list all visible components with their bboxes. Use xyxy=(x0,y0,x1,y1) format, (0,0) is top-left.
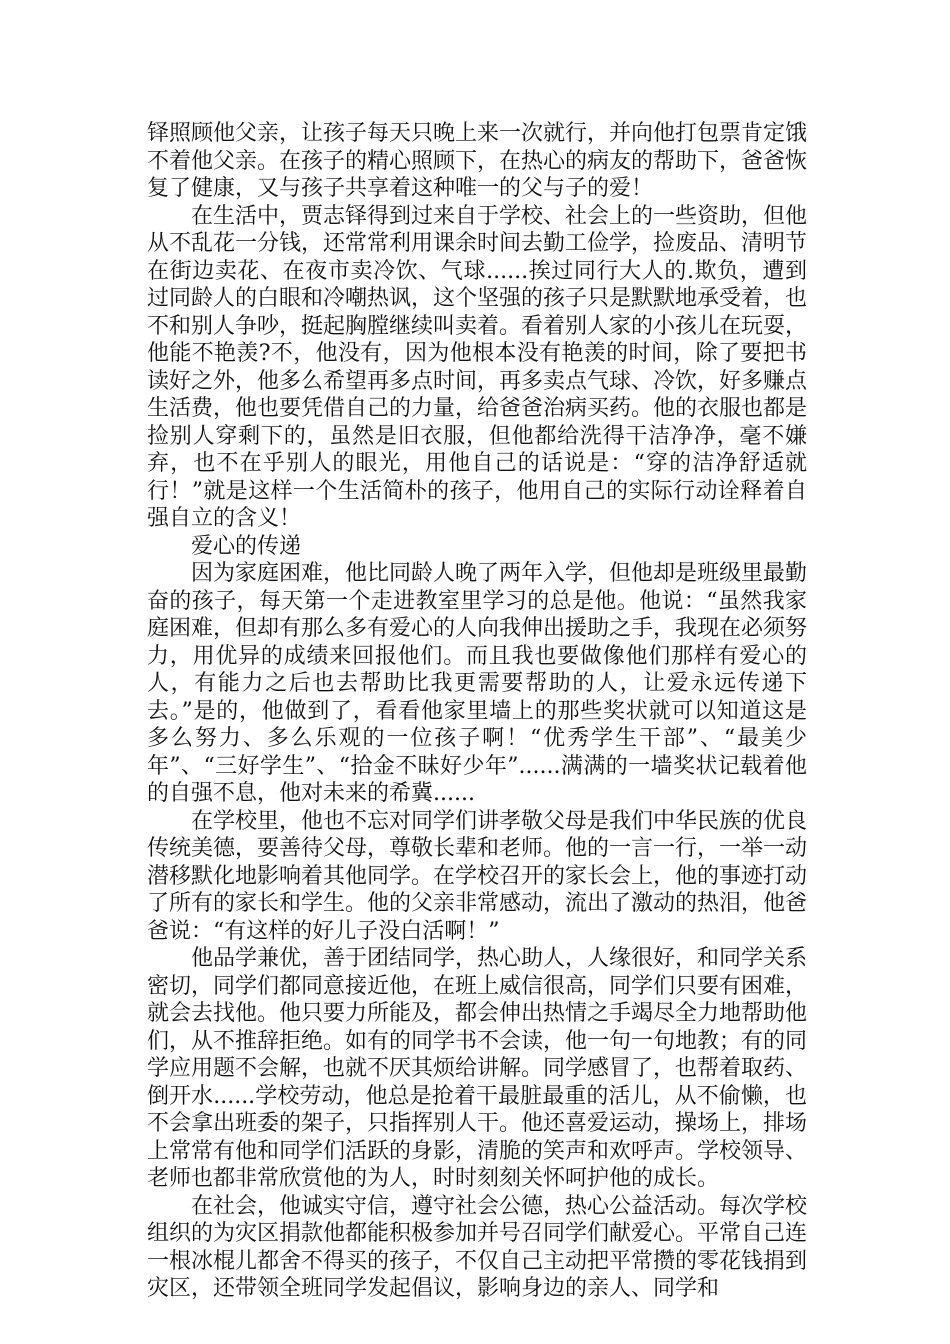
paragraph-2: 在生活中，贾志铎得到过来自于学校、社会上的一些资助，但他从不乱花一分钱，还常常利用课余时间去勤工俭学，捡废品、清明节在街边卖花、在夜市卖冷饮、气球......挨过同行大人的.欺负，遭到过同龄人的白眼和冷嘲热讽，这个坚强的孩子只是默默地承受着，也不和别人争吵，挺起胸膛继续叫卖着。看着别人家的小孩儿在玩耍，他能不艳羡?不，他没有，因为他根本没有艳羡的时间，除了要把书读好之外，他多么希望再多点时间，再多卖点气球、冷饮，好多赚点生活费，他也要凭借自己的力量，给爸爸治病买药。他的衣服也都是捡别人穿剩下的，虽然是旧衣服，但他都给洗得干洁净净，毫不嫌弃，也不在乎别人的眼光，用他自己的话说是：“穿的洁净舒适就行！”就是这样一个生活简朴的孩子，他用自己的实际行动诠释着自强自立的含义！ xyxy=(147,203,808,531)
section-heading: 爱心的传递 xyxy=(191,533,302,559)
paragraph-5: 他品学兼优，善于团结同学，热心助人，人缘很好，和同学关系密切，同学们都同意接近他，在班上威信很高，同学们只要有困难，就会去找他。他只要力所能及，都会伸出热情之手竭尽全力地帮助他们，从不推辞拒绝。如有的同学书不会读，他一句一句地教；有的同学应用题不会解，也就不厌其烦给讲解。同学感冒了，也帮着取药、倒开水......学校劳动，他总是抢着干最脏最重的活儿，从不偷懒，也不会拿出班委的架子，只指挥别人干。他还喜爱运动，操场上，排场上常常有他和同学们活跃的身影，清脆的笑声和欢呼声。学校领导、老师也都非常欣赏他的为人，时时刻刻关怀呵护他的成长。 xyxy=(147,946,808,1191)
paragraph-3: 因为家庭困难，他比同龄人晚了两年入学，但他却是班级里最勤奋的孩子，每天第一个走进教室里学习的总是他。他说：“虽然我家庭困难，但却有那么多有爱心的人向我伸出援助之手，我现在必须努力，用优异的成绩来回报他们。而且我也要做像他们那样有爱心的人，有能力之后也去帮助比我更需要帮助的人，让爱永远传递下去。”是的，他做到了，看看他家里墙上的那些奖状就可以知道这是多么努力、多么乐观的一位孩子啊！“优秀学生干部”、“最美少年”、“三好学生”、“拾金不昧好少年”......满满的一墙奖状记载着他的自强不息，他对未来的希冀...... xyxy=(147,561,808,806)
paragraph-6: 在社会，他诚实守信，遵守社会公德，热心公益活动。每次学校组织的为灾区捐款他都能积极参加并号召同学们献爱心。平常自己连一根冰棍儿都舍不得买的孩子，不仅自己主动把平常攒的零花钱捐到灾区，还带领全班同学发起倡议，影响身边的亲人、同学和 xyxy=(147,1193,808,1301)
paragraph-4: 在学校里，他也不忘对同学们讲孝敬父母是我们中华民族的优良传统美德，要善待父母，尊敬长辈和老师。他的一言一行，一举一动潜移默化地影响着其他同学。在学校召开的家长会上，他的事迹打动了所有的家长和学生。他的父亲非常感动，流出了激动的热泪，他爸爸说：“有这样的好儿子没白活啊！” xyxy=(147,808,808,944)
document-body xyxy=(147,120,807,1303)
paragraph-1: 铎照顾他父亲，让孩子每天只晚上来一次就行，并向他打包票肯定饿不着他父亲。在孩子的精心照顾下，在热心的病友的帮助下，爸爸恢复了健康，又与孩子共享着这种唯一的父与子的爱！ xyxy=(147,121,808,201)
